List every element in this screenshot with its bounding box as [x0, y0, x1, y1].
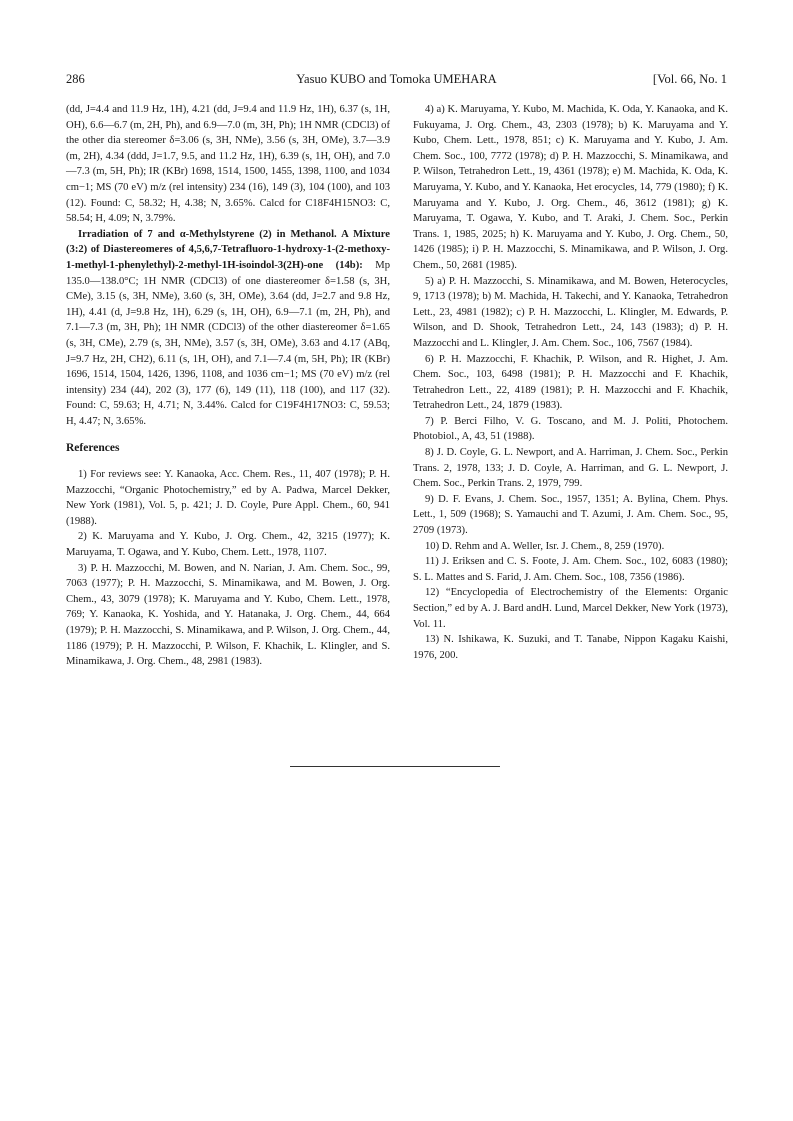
references-heading: References [66, 442, 120, 455]
reference-item: 6) P. H. Mazzocchi, F. Khachik, P. Wilson, and R. Highet, J. Am. Chem. Soc., 103, 6498 (1981); P. H. Mazzocchi and F. Khachik, Tetrahedron Lett., 22, 4189 (1981); P. H. Mazzocchi and F. Khachik, Tetrahedron Lett., 24, 1879 (1983). [413, 353, 728, 412]
reference-item: 7) P. Berci Filho, V. G. Toscano, and M. J. Politi, Photochem. Photobiol., A, 43, 51 (1988). [413, 415, 728, 443]
section-heading: Irradiation of 7 and α-Methylstyrene (2) in Methanol. A Mixture (3:2) of Diastereomeres of 4,5,6,7-Tetrafluoro-1-hydroxy-1-(2-methoxy-1-methyl-1-phenylethyl)-2-methyl-1H-isoindol-3(2H)-one (14b): [66, 228, 390, 271]
reference-item: 10) D. Rehm and A. Weller, Isr. J. Chem., 8, 259 (1970). [425, 540, 665, 552]
end-rule [290, 766, 500, 767]
reference-item: 3) P. H. Mazzocchi, M. Bowen, and N. Narian, J. Am. Chem. Soc., 99, 7063 (1977); P. H. Mazzocchi, S. Minamikawa, and M. Bowen, J. Org. Chem., 43, 3079 (1978); K. Maruyama and Y. Kubo, Chem. Lett., 1978, 769; Y. Kanaoka, K. Yoshida, and Y. Hatanaka, J. Org. Chem., 44, 664 (1979); P. H. Mazzocchi, S. Minamikawa, and P. Wilson, J. Org. Chem., 44, 1186 (1979); P. H. Mazzocchi, P. Wilson, F. Khachik, L. Klingler, and S. Minamikawa, J. Org. Chem., 48, 2981 (1983). [66, 562, 390, 668]
reference-item: 8) J. D. Coyle, G. L. Newport, and A. Harriman, J. Chem. Soc., Perkin Trans. 2, 1978, 133; J. D. Coyle, A. Harriman, and G. L. Newport, J. Chem. Soc., Perkin Trans. 2, 1979, 799. [413, 447, 728, 490]
page-number: 286 [66, 72, 85, 86]
reference-item: 13) N. Ishikawa, K. Suzuki, and T. Tanabe, Nippon Kagaku Kaishi, 1976, 200. [413, 634, 728, 661]
reference-item: 4) a) K. Maruyama, Y. Kubo, M. Machida, K. Oda, Y. Kanaoka, and K. Fukuyama, J. Org. Chem., 43, 2303 (1978); b) K. Maruyama and Y. Kubo, Chem. Lett., 1978, 851; c) K. Maruyama and Y. Kubo, J. Am. Chem. Soc., 100, 7772 (1978); d) P. H. Mazzocchi, S. Minamikawa, and P. Wilson, Tetrahedron Lett., 19, 4361 (1978); e) M. Machida, K. Oda, K. Maruyama, Y. Kubo, and Y. Kanaoka, Het erocycles, 14, 779 (1980); f) K. Maruyama and Y. Kubo, J. Org. Chem., 46, 3612 (1981); g) K. Maruyama, T. Ogawa, Y. Kubo, and T. Araki, J. Chem. Soc., Perkin Trans. 1, 1985, 2025; h) K. Maruyama and Y. Kubo, J. Org. Chem., 50, 1426 (1985); i) P. H. Mazzocchi, S. Minamikawa, and P. Wilson, J. Org. Chem., 50, 2681 (1985). [413, 104, 728, 271]
right-column [413, 102, 728, 663]
left-column [66, 102, 390, 670]
running-authors: Yasuo KUBO and Tomoka UMEHARA [296, 72, 497, 86]
section-body: Mp 135.0—138.0°C; 1H NMR (CDCl3) of one diastereomer δ=1.58 (s, 3H, CMe), 3.15 (s, 3H, NMe), 3.60 (s, 3H, OMe), 3.64 (dd, J=2.7 and 9.8 Hz, 1H), 4.41 (d, J=9.8 Hz, 1H), 6.29 (s, 1H, OH), 6.9—7.1 (m, 2H, Ph), and 7.1—7.3 (m, 3H, Ph); 1H NMR (CDCl3) of the other diastereomer δ=1.65 (s, 3H, CMe), 2.79 (s, 3H, NMe), 3.57 (s, 3H, OMe), 3.63 and 4.17 (ABq, J=9.7 Hz, 2H, CH2), 6.11 (s, 1H, OH), and 7.1—7.4 (m, 5H, Ph); IR (KBr) 1696, 1514, 1504, 1426, 1396, 1108, and 1036 cm−1; MS (70 eV) m/z (rel intensity) 234 (44), 202 (3), 177 (6), 149 (11), 118 (100), and 117 (32). Found: C, 59.63; H, 4.71; N, 3.44%. Calcd for C19F4H17NO3: C, 59.53; H, 4.47; N, 3.65%. [66, 259, 390, 427]
experimental-paragraph [66, 227, 390, 430]
reference-item: 12) “Encyclopedia of Electrochemistry of the Elements: Organic Section,” ed by A. J. Bard andH. Lund, Marcel Dekker, New York (1973), Vol. 11. [413, 587, 728, 630]
experimental-continuation: (dd, J=4.4 and 11.9 Hz, 1H), 4.21 (dd, J=9.4 and 11.9 Hz, 1H), 6.37 (s, 1H, OH), 6.6—6.7 (m, 2H, Ph), and 6.9—7.0 (m, 3H, Ph); 1H NMR (CDCl3) of the other dia stereomer δ=3.06 (s, 3H, NMe), 3.56 (s, 3H, OMe), 3.7—3.9 (m, 2H), 4.34 (ddd, J=1.7, 9.5, and 11.2 Hz, 1H), 6.39 (s, 1H, OH), and 7.0—7.3 (m, 5H, Ph); IR (KBr) 1698, 1514, 1500, 1455, 1398, 1100, and 1034 cm−1; MS (70 eV) m/z (rel intensity) 234 (16), 149 (3), 104 (100), and 103 (12). Found: C, 58.32; H, 4.38; N, 3.65%. Calcd for C18F4H15NO3: C, 58.54; H, 4.09; N, 3.79%. [66, 104, 390, 225]
reference-item: 1) For reviews see: Y. Kanaoka, Acc. Chem. Res., 11, 407 (1978); P. H. Mazzocchi, “Organic Photochemistry,” ed by A. Padwa, Marcel Dekker, New York (1981), Vol. 5, p. 421; J. D. Coyle, Pure Appl. Chem., 60, 941 (1988). [66, 469, 390, 527]
reference-item: 9) D. F. Evans, J. Chem. Soc., 1957, 1351; A. Bylina, Chem. Phys. Lett., 1, 509 (1968); S. Yamauchi and T. Azumi, J. Am. Chem. Soc., 95, 2709 (1973). [413, 493, 728, 537]
running-header [66, 70, 727, 88]
volume-info: [Vol. 66, No. 1 [652, 72, 727, 86]
reference-item: 2) K. Maruyama and Y. Kubo, J. Org. Chem., 42, 3215 (1977); K. Maruyama, T. Ogawa, and Y. Kubo, Chem. Lett., 1978, 1107. [66, 531, 390, 559]
reference-item: 5) a) P. H. Mazzocchi, S. Minamikawa, and M. Bowen, Heterocycles, 9, 1713 (1978); b) M. Machida, H. Takechi, and Y. Kanaoka, Tetrahedron Lett., 23, 4981 (1982); c) P. H. Mazzocchi, L. Klingler, M. Edwards, P. Wilson, and D. Shook, Tetrahedron Lett., 24, 143 (1983); d) P. H. Mazzocchi and L. Klingler, J. Am. Chem. Soc., 106, 7567 (1984). [413, 275, 728, 349]
reference-item: 11) J. Eriksen and C. S. Foote, J. Am. Chem. Soc., 102, 6083 (1980); S. L. Mattes and S. Farid, J. Am. Chem. Soc., 108, 7356 (1986). [413, 556, 728, 583]
